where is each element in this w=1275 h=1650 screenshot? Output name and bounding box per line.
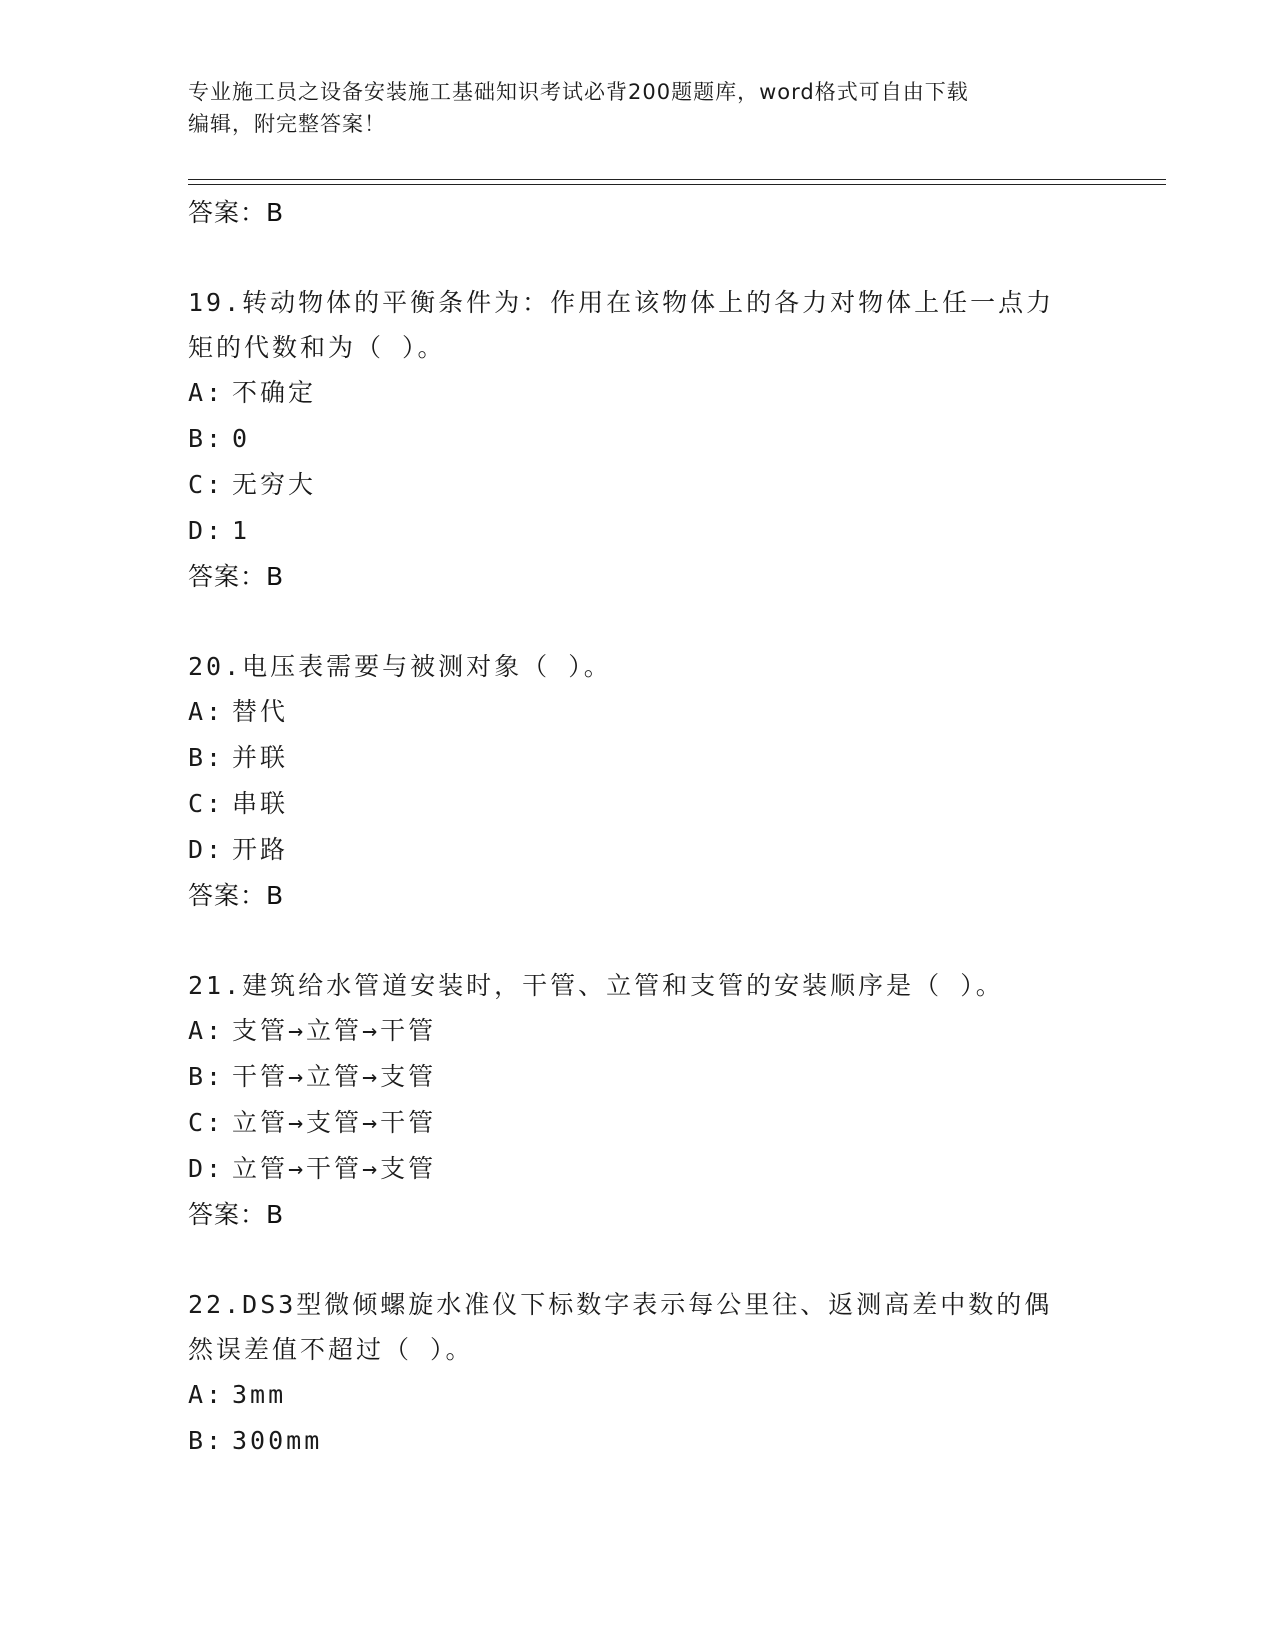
option-d — [188, 508, 1088, 554]
option-b — [188, 1418, 1088, 1464]
question-text-line-2: 然误差值不超过（ ）。 — [188, 1335, 474, 1364]
option-d — [188, 827, 1088, 873]
option-a — [188, 1372, 1088, 1418]
question-19 — [188, 280, 1088, 600]
question-text-line-2: 矩的代数和为（ ）。 — [188, 333, 446, 362]
option-text: 3mm — [232, 1380, 287, 1409]
option-text: 立管→支管→干管 — [232, 1108, 437, 1137]
question-text-line-1: 20.电压表需要与被测对象（ ）。 — [188, 652, 612, 681]
option-text: 开路 — [232, 835, 289, 864]
option-key: B: — [188, 424, 225, 453]
answer-line: 答案：B — [188, 198, 285, 227]
option-key: B: — [188, 1426, 225, 1455]
option-text: 并联 — [232, 743, 289, 772]
option-c — [188, 462, 1088, 508]
question-text-line-1: 21.建筑给水管道安装时，干管、立管和支管的安装顺序是（ ）。 — [188, 971, 1004, 1000]
option-key: A: — [188, 378, 225, 407]
option-text: 0 — [232, 424, 251, 453]
option-key: A: — [188, 1380, 225, 1409]
document-header — [188, 76, 1088, 140]
option-text: 干管→立管→支管 — [232, 1062, 437, 1091]
option-a — [188, 1008, 1088, 1054]
option-c — [188, 1100, 1088, 1146]
header-line-2: 编辑，附完整答案！ — [188, 112, 386, 136]
option-text: 支管→立管→干管 — [232, 1016, 437, 1045]
answer-line: 答案：B — [188, 881, 285, 910]
option-b — [188, 416, 1088, 462]
option-c — [188, 781, 1088, 827]
option-key: C: — [188, 470, 225, 499]
header-line-1: 专业施工员之设备安装施工基础知识考试必背200题题库，word格式可自由下载 — [188, 80, 969, 104]
question-21 — [188, 963, 1088, 1238]
option-text: 立管→干管→支管 — [232, 1154, 437, 1183]
question-20 — [188, 644, 1088, 919]
header-rule-bottom — [188, 184, 1166, 185]
option-key: C: — [188, 789, 225, 818]
option-b — [188, 735, 1088, 781]
option-a — [188, 689, 1088, 735]
question-list — [188, 190, 1088, 1464]
answer-line: 答案：B — [188, 562, 285, 591]
answer-line: 答案：B — [188, 1200, 285, 1229]
question-text-line-1: 22.DS3型微倾螺旋水准仪下标数字表示每公里往、返测高差中数的偶 — [188, 1290, 1053, 1319]
question-text-line-1: 19.转动物体的平衡条件为：作用在该物体上的各力对物体上任一点力 — [188, 288, 1055, 317]
option-key: C: — [188, 1108, 225, 1137]
option-a — [188, 370, 1088, 416]
option-b — [188, 1054, 1088, 1100]
question-22 — [188, 1282, 1088, 1464]
option-key: D: — [188, 516, 225, 545]
option-key: A: — [188, 697, 225, 726]
option-text: 串联 — [232, 789, 289, 818]
option-text: 替代 — [232, 697, 289, 726]
option-text: 无穷大 — [232, 470, 317, 499]
option-key: D: — [188, 835, 225, 864]
header-rule-top — [188, 179, 1166, 180]
option-text: 1 — [232, 516, 251, 545]
option-d — [188, 1146, 1088, 1192]
option-text: 300mm — [232, 1426, 323, 1455]
option-key: B: — [188, 743, 225, 772]
option-text: 不确定 — [232, 378, 317, 407]
option-key: D: — [188, 1154, 225, 1183]
option-key: A: — [188, 1016, 225, 1045]
option-key: B: — [188, 1062, 225, 1091]
